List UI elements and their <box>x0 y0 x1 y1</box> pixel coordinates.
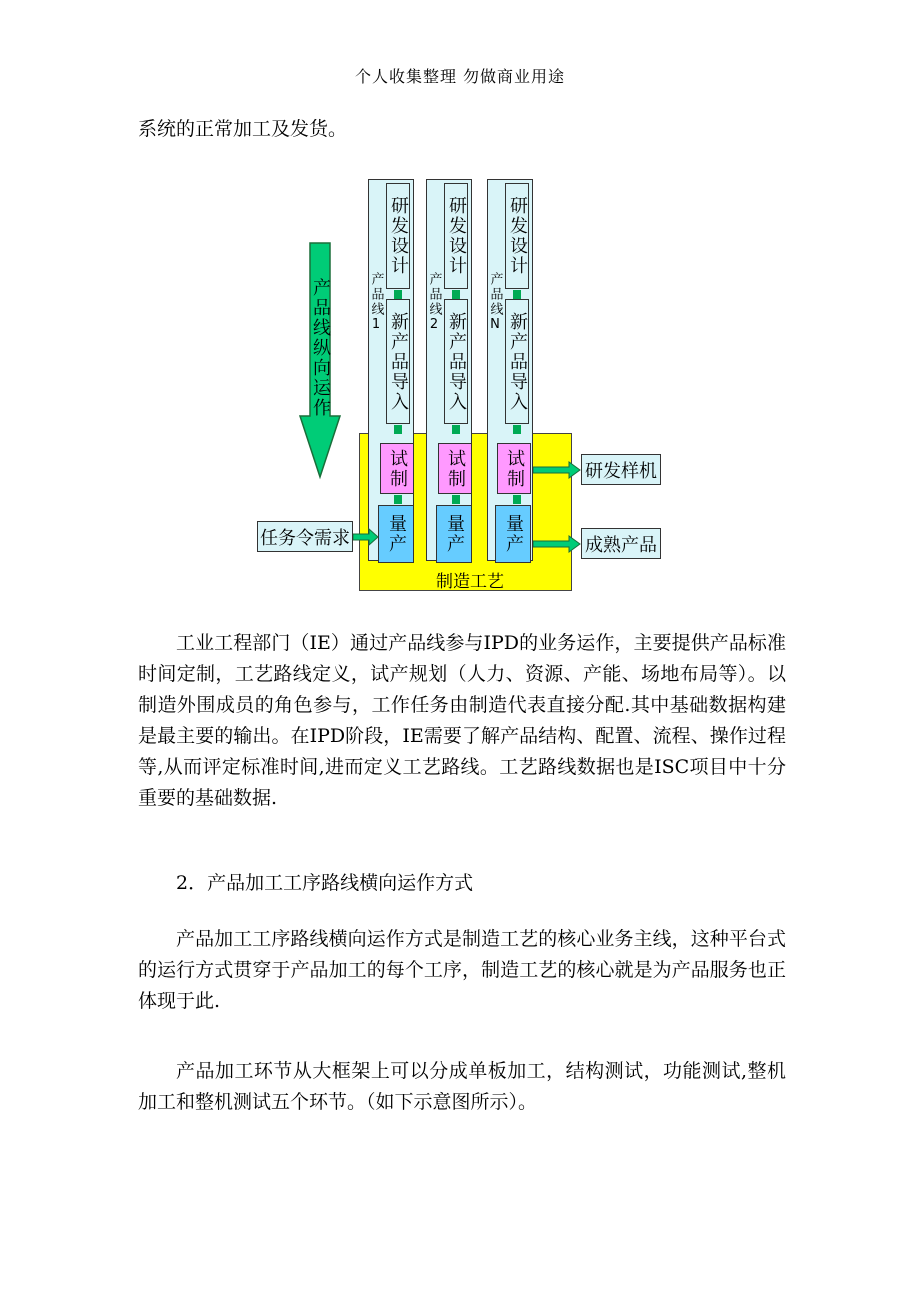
connector-1b <box>394 425 402 434</box>
connector-nb <box>513 425 521 434</box>
section-heading-2: 2．产品加工工序路线横向运作方式 <box>176 872 474 894</box>
vertical-arrow-label: 产品线纵向运作 <box>310 278 331 418</box>
mass-production-box-2: 量产 <box>436 505 472 563</box>
connector-na <box>513 290 521 299</box>
prototype-output-arrow <box>533 461 581 479</box>
connector-1c <box>394 495 402 504</box>
task-order-demand-box: 任务令需求 <box>257 521 353 552</box>
paragraph-intro-tail: 系统的正常加工及发货。 <box>138 118 348 140</box>
product-line-label-2: 产品线2 <box>426 272 442 334</box>
new-product-intro-box-n: 新产品导入 <box>505 299 529 424</box>
product-output-arrow <box>533 535 581 553</box>
new-product-intro-box-1: 新产品导入 <box>386 299 410 424</box>
product-line-label-1: 产品线1 <box>368 272 384 334</box>
rd-design-box-2: 研发设计 <box>444 183 468 289</box>
paragraph-ie-role: 工业工程部门（IE）通过产品线参与IPD的业务运作，主要提供产品标准时间定制，工艺路线定义，试产规划（人力、资源、产能、场地布局等）。以制造外围成员的角色参与，工作任务由制造代表直接分配.其中基础数据构建是最主要的输出。在IPD阶段，IE需要了解产品结构、配置、流程、操作过程等,从而评定标准时间,进而定义工艺路线。工艺路线数据也是ISC项目中十分重要的基础数据. <box>138 632 786 809</box>
page-header: 个人收集整理 勿做商业用途 <box>354 67 566 86</box>
trial-production-box-2: 试制 <box>438 443 472 494</box>
task-input-arrow <box>353 528 379 546</box>
rd-design-box-1: 研发设计 <box>386 183 410 289</box>
rd-design-box-n: 研发设计 <box>505 183 529 289</box>
paragraph-processing-stages: 产品加工环节从大框架上可以分成单板加工，结构测试，功能测试,整机加工和整机测试五个环节。（如下示意图所示）。 <box>138 1060 786 1113</box>
connector-2b <box>452 425 460 434</box>
manufacturing-process-label: 制造工艺 <box>436 572 504 592</box>
mass-production-box-1: 量产 <box>378 505 414 563</box>
trial-production-box-n: 试制 <box>497 443 531 494</box>
mass-production-box-n: 量产 <box>495 505 531 563</box>
paragraph-horizontal-operation: 产品加工工序路线横向运作方式是制造工艺的核心业务主线，这种平台式的运行方式贯穿于产品加工的每个工序，制造工艺的核心就是为产品服务也正体现于此. <box>138 928 786 1012</box>
new-product-intro-box-2: 新产品导入 <box>444 299 468 424</box>
product-line-diagram <box>250 175 670 595</box>
mature-product-box: 成熟产品 <box>581 528 661 559</box>
rd-prototype-box: 研发样机 <box>581 454 661 485</box>
connector-1a <box>394 290 402 299</box>
connector-2c <box>452 495 460 504</box>
trial-production-box-1: 试制 <box>380 443 414 494</box>
connector-nc <box>513 495 521 504</box>
product-line-label-n: 产品线N <box>487 272 503 334</box>
connector-2a <box>452 290 460 299</box>
